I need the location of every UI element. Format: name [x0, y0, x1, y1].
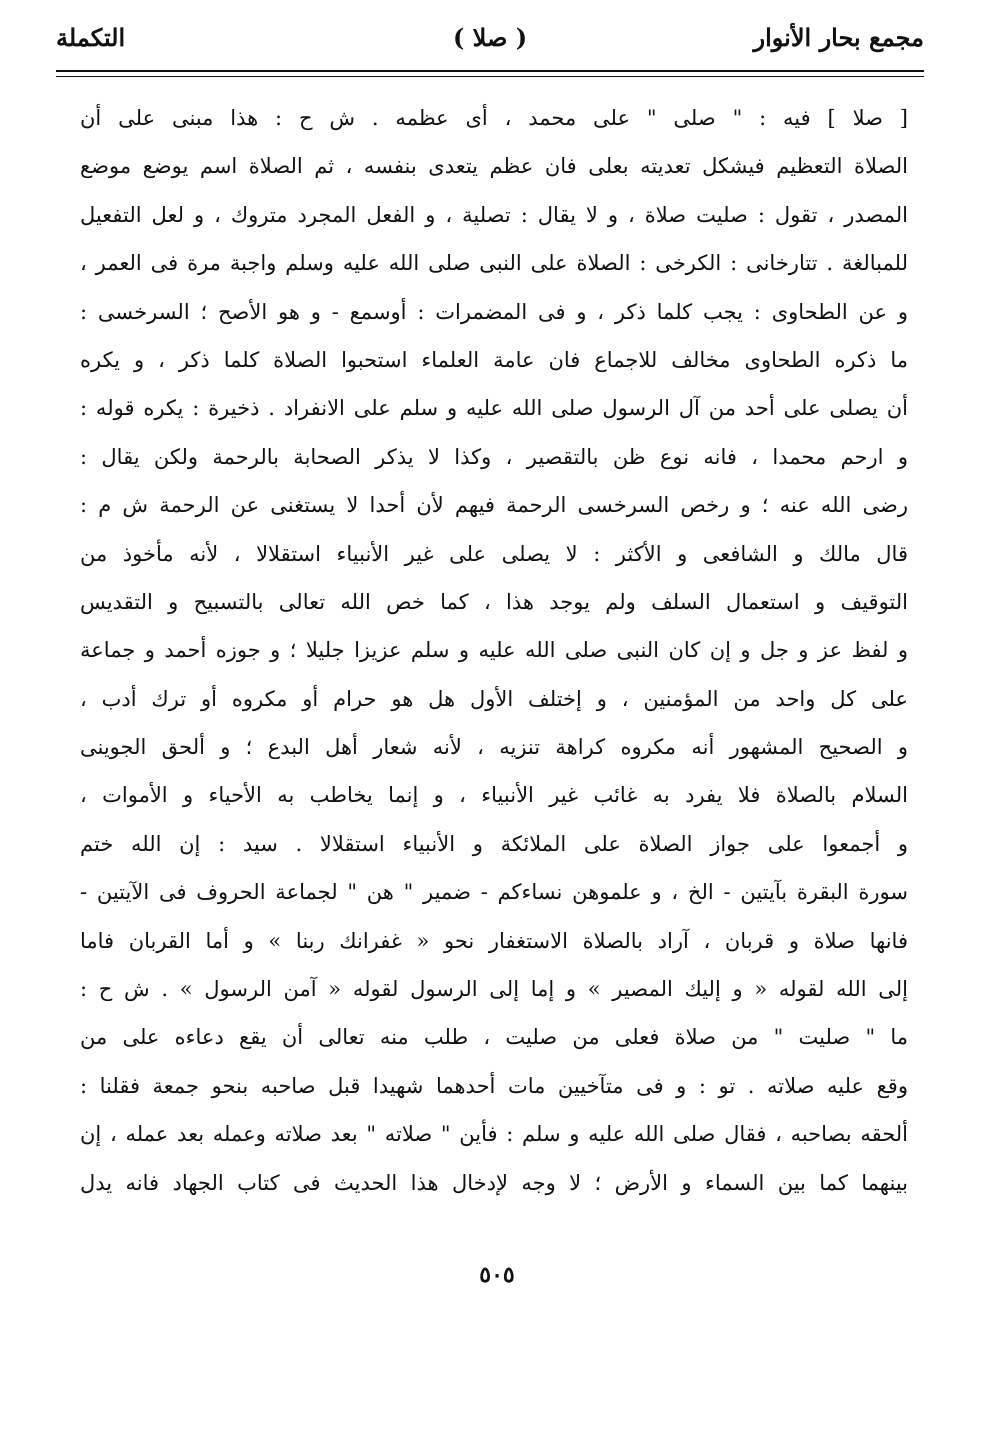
- text-line: إلى الله لقوله « و إليك المصير » و إما إلى الرسول لقوله « آمن الرسول » . ش ح :: [80, 977, 908, 1002]
- text-line: للمبالغة . تتارخانى : الكرخى : الصلاة على النبى صلى الله عليه وسلم واجبة مرة فى العمر ،: [80, 251, 908, 276]
- header-rule-thin: [56, 76, 924, 77]
- text-line: و عن الطحاوى : يجب كلما ذكر ، و فى المضمرات : أوسمع - و هو الأصح ؛ السرخسى :: [80, 299, 908, 324]
- book-title: مجمع بحار الأنوار: [753, 23, 924, 52]
- body-text: [80, 94, 908, 1207]
- text-line: ما " صليت " من صلاة فعلى من صليت ، طلب منه تعالى أن يقع دعاءه على من: [80, 1025, 908, 1050]
- page-number: ٥٠٥: [479, 1262, 515, 1288]
- text-line: بينهما كما بين السماء و الأرض ؛ لا وجه لإدخال هذا الحديث فى كتاب الجهاد فانه يدل: [80, 1170, 908, 1195]
- text-line: ألحقه بصاحبه ، فقال صلى الله عليه و سلم : فأين " صلاته " بعد صلاته وعمله بعد عمله ، إن: [80, 1122, 908, 1147]
- text-line: و أجمعوا على جواز الصلاة على الملائكة و الأنبياء استقلالا . سيد : إن الله ختم: [80, 831, 908, 856]
- text-line: و الصحيح المشهور أنه مكروه كراهة تنزيه ، لأنه شعار أهل البدع ؛ و ألحق الجوينى: [80, 735, 908, 760]
- text-line: فانها صلاة و قربان ، آراد بالصلاة الاستغفار نحو « غفرانك ربنا » و أما القربان فاما: [80, 928, 908, 953]
- running-header: [56, 14, 924, 64]
- text-line: المصدر ، تقول : صليت صلاة ، و لا يقال : تصلية ، و الفعل المجرد متروك ، و لعل التفعيل: [80, 202, 908, 227]
- text-line: التوقيف و استعمال السلف ولم يوجد هذا ، كما خص الله تعالى بالتسبيح و التقديس: [80, 589, 908, 614]
- entry-word: ( صلا ): [452, 23, 528, 52]
- text-line: و لفظ عز و جل و إن كان النبى صلى الله عليه و سلم عزيزا جليلا ؛ و جوزه أحمد و جماعة: [80, 638, 908, 663]
- text-line: [ صلا ] فيه : " صلى " على محمد ، أى عظمه . ش ح : هذا مبنى على أن: [80, 106, 908, 130]
- text-line: وقع عليه صلاته . تو : و فى متآخيين مات أحدهما شهيدا قبل صاحبه بنحو جمعة فقلنا :: [80, 1073, 908, 1098]
- text-line: سورة البقرة بآيتين - الخ ، و علموهن نساءكم - ضمير " هن " لجماعة الحروف فى الآيتين -: [80, 880, 908, 905]
- header-rule-thick: [56, 70, 924, 72]
- text-line: أن يصلى على أحد من آل الرسول صلى الله عليه و سلم على الانفراد . ذخيرة : يكره قوله :: [80, 396, 908, 421]
- text-line: على كل واحد من المؤمنين ، و إختلف الأول هل هو حرام أو مكروه أو ترك أدب ،: [80, 686, 908, 711]
- text-line: ما ذكره الطحاوى مخالف للاجماع فان عامة العلماء استحبوا الصلاة كلما ذكر ، و يكره: [80, 347, 908, 372]
- text-line: رضى الله عنه ؛ و رخص السرخسى الرحمة فيهم لأن أحدا لا يستغنى عن الرحمة ش م :: [80, 493, 908, 518]
- text-line: الصلاة التعظيم فيشكل تعديته بعلى فان عظم يتعدى بنفسه ، ثم الصلاة اسم يوضع موضع: [80, 154, 908, 179]
- section-label: التكملة: [56, 23, 126, 52]
- text-line: السلام بالصلاة فلا يفرد به غائب غير الأنبياء ، و إنما يخاطب به الأحياء و الأموات ،: [80, 783, 908, 808]
- text-line: و ارحم محمدا ، فانه نوع ظن بالتقصير ، وكذا لا يذكر الصحابة بالرحمة ولكن يقال :: [80, 444, 908, 469]
- text-line: قال مالك و الشافعى و الأكثر : لا يصلى على غير الأنبياء استقلالا ، لأنه مأخوذ من: [80, 541, 908, 566]
